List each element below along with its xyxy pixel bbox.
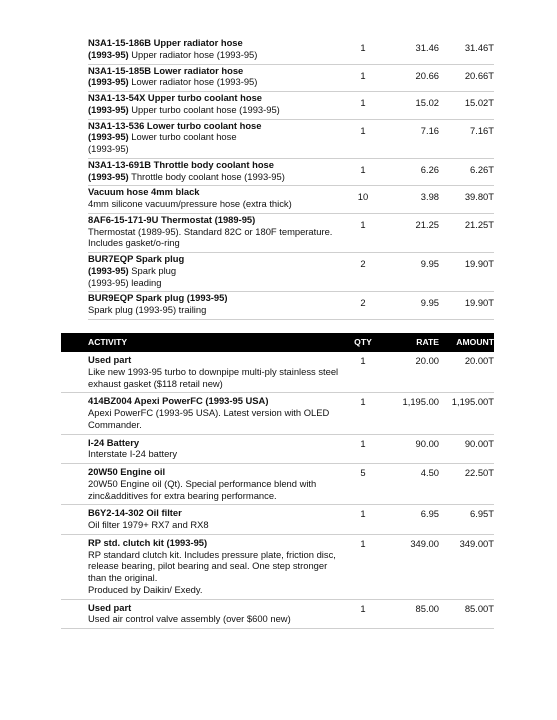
- item-description: [88, 292, 342, 320]
- item-description: [88, 253, 342, 292]
- item-desc-bold: (1993-95): [88, 170, 129, 182]
- item-description: [61, 505, 342, 535]
- item-qty: 1: [342, 534, 384, 599]
- item-name: N3A1-15-186B Upper radiator hose: [88, 37, 243, 48]
- item-desc: Upper turbo coolant hose (1993-95): [131, 103, 280, 115]
- item-qty: 1: [342, 352, 384, 393]
- table-row: [88, 158, 494, 186]
- item-rate: 20.66: [384, 64, 439, 92]
- item-description: [88, 158, 342, 186]
- item-amount: 39.80T: [439, 186, 494, 214]
- item-qty: 2: [342, 253, 384, 292]
- item-name: N3A1-13-54X Upper turbo coolant hose: [88, 92, 262, 103]
- item-amount: 85.00T: [439, 599, 494, 629]
- item-desc-bold: (1993-95): [88, 131, 129, 143]
- item-name: Used part: [88, 601, 132, 613]
- item-rate: 90.00: [384, 434, 439, 464]
- item-desc-bold: (1993-95): [88, 264, 129, 276]
- item-amount: 6.26T: [439, 158, 494, 186]
- item-amount: 21.25T: [439, 213, 494, 252]
- item-qty: 1: [342, 119, 384, 158]
- item-description: [61, 352, 342, 393]
- item-desc: Spark plug (1993-95) trailing: [88, 304, 207, 315]
- item-qty: 10: [342, 186, 384, 214]
- table-row: [61, 434, 494, 464]
- item-description: [61, 599, 342, 629]
- item-qty: 1: [342, 158, 384, 186]
- item-amount: 19.90T: [439, 253, 494, 292]
- item-rate: 15.02: [384, 92, 439, 120]
- table-row: [88, 64, 494, 92]
- item-amount: 1,195.00T: [439, 393, 494, 434]
- item-rate: 3.98: [384, 186, 439, 214]
- item-desc: Interstate I-24 battery: [88, 448, 178, 460]
- item-rate: 31.46: [384, 37, 439, 64]
- item-qty: 1: [342, 64, 384, 92]
- line-items-continued: [88, 37, 494, 320]
- item-desc: Apexi PowerFC (1993-95 USA). Latest version with OLED Commander.: [88, 407, 330, 430]
- item-name: RP std. clutch kit (1993-95): [88, 536, 208, 548]
- table-row: [88, 186, 494, 214]
- table-row: [61, 393, 494, 434]
- item-desc: Spark plug (1993-95) leading: [88, 264, 177, 288]
- item-description: [88, 119, 342, 158]
- item-desc: Lower turbo coolant hose (1993-95): [88, 131, 237, 154]
- item-qty: 1: [342, 434, 384, 464]
- item-amount: 15.02T: [439, 92, 494, 120]
- item-qty: 1: [342, 505, 384, 535]
- table-row: [61, 464, 494, 505]
- item-qty: 1: [342, 92, 384, 120]
- item-amount: 349.00T: [439, 534, 494, 599]
- item-desc: RP standard clutch kit. Includes pressure plate, friction disc, release bearing, pilot bearing and seal. One step stronger than the original. Produced by Daikin/ Exedy.: [88, 548, 336, 595]
- item-desc: Like new 1993-95 turbo to downpipe multi-ply stainless steel exhaust gasket ($118 retail new): [88, 365, 339, 389]
- item-rate: 4.50: [384, 464, 439, 505]
- item-desc-bold: (1993-95): [88, 48, 129, 60]
- item-description: [88, 186, 342, 214]
- item-description: [61, 464, 342, 505]
- item-rate: 9.95: [384, 253, 439, 292]
- item-amount: 20.66T: [439, 64, 494, 92]
- item-name: B6Y2-14-302 Oil filter: [88, 507, 182, 519]
- item-name: BUR7EQP Spark plug: [88, 253, 185, 264]
- item-description: [61, 534, 342, 599]
- table-row: [88, 37, 494, 64]
- item-rate: 6.95: [384, 505, 439, 535]
- item-amount: 20.00T: [439, 352, 494, 393]
- item-desc: Upper radiator hose (1993-95): [131, 48, 258, 60]
- header-amount: AMOUNT: [439, 333, 494, 352]
- item-amount: 6.95T: [439, 505, 494, 535]
- item-name: I-24 Battery: [88, 436, 140, 448]
- item-name: N3A1-15-185B Lower radiator hose: [88, 64, 244, 76]
- item-desc: Lower radiator hose (1993-95): [131, 76, 258, 88]
- item-rate: 6.26: [384, 158, 439, 186]
- activity-table: [61, 333, 494, 629]
- item-amount: 90.00T: [439, 434, 494, 464]
- item-desc-bold: (1993-95): [88, 76, 129, 88]
- item-desc: Used air control valve assembly (over $600 new): [88, 613, 291, 625]
- item-desc: 4mm silicone vacuum/pressure hose (extra thick): [88, 198, 292, 209]
- item-name: Vacuum hose 4mm black: [88, 186, 200, 198]
- item-desc: 20W50 Engine oil (Qt). Special performance blend with zinc&additives for extra bearing performance.: [88, 477, 317, 501]
- table-row: [61, 534, 494, 599]
- table-row: [61, 352, 494, 393]
- item-description: [88, 213, 342, 252]
- item-rate: 7.16: [384, 119, 439, 158]
- item-amount: 7.16T: [439, 119, 494, 158]
- header-activity: ACTIVITY: [61, 333, 342, 352]
- header-rate: RATE: [384, 333, 439, 352]
- item-qty: 1: [342, 393, 384, 434]
- item-name: 8AF6-15-171-9U Thermostat (1989-95): [88, 213, 256, 225]
- item-description: [88, 64, 342, 92]
- activity-table-header: [61, 333, 494, 352]
- item-rate: 349.00: [384, 534, 439, 599]
- header-qty: QTY: [342, 333, 384, 352]
- item-description: [61, 393, 342, 434]
- item-amount: 22.50T: [439, 464, 494, 505]
- item-qty: 1: [342, 599, 384, 629]
- table-row: [61, 505, 494, 535]
- item-qty: 5: [342, 464, 384, 505]
- table-row: [88, 253, 494, 292]
- table-row: [88, 119, 494, 158]
- item-desc: Thermostat (1989-95). Standard 82C or 180F temperature. Includes gasket/o-ring: [88, 225, 333, 249]
- item-desc: Throttle body coolant hose (1993-95): [131, 170, 285, 182]
- item-description: [61, 434, 342, 464]
- item-rate: 9.95: [384, 292, 439, 320]
- item-amount: 19.90T: [439, 292, 494, 320]
- item-qty: 1: [342, 37, 384, 64]
- item-name: N3A1-13-691B Throttle body coolant hose: [88, 158, 274, 170]
- table-row: [88, 292, 494, 320]
- item-name: Used part: [88, 354, 132, 365]
- table-row: [88, 213, 494, 252]
- item-name: N3A1-13-536 Lower turbo coolant hose: [88, 119, 262, 131]
- item-amount: 31.46T: [439, 37, 494, 64]
- item-qty: 2: [342, 292, 384, 320]
- item-desc: Oil filter 1979+ RX7 and RX8: [88, 519, 209, 530]
- item-desc-bold: (1993-95): [88, 103, 129, 115]
- item-name: 20W50 Engine oil: [88, 466, 166, 477]
- item-rate: 20.00: [384, 352, 439, 393]
- item-rate: 21.25: [384, 213, 439, 252]
- table-row: [88, 92, 494, 120]
- item-rate: 85.00: [384, 599, 439, 629]
- table-row: [61, 599, 494, 629]
- item-rate: 1,195.00: [384, 393, 439, 434]
- item-name: 414BZ004 Apexi PowerFC (1993-95 USA): [88, 395, 269, 407]
- item-description: [88, 37, 342, 64]
- item-name: BUR9EQP Spark plug (1993-95): [88, 292, 228, 304]
- item-qty: 1: [342, 213, 384, 252]
- item-description: [88, 92, 342, 120]
